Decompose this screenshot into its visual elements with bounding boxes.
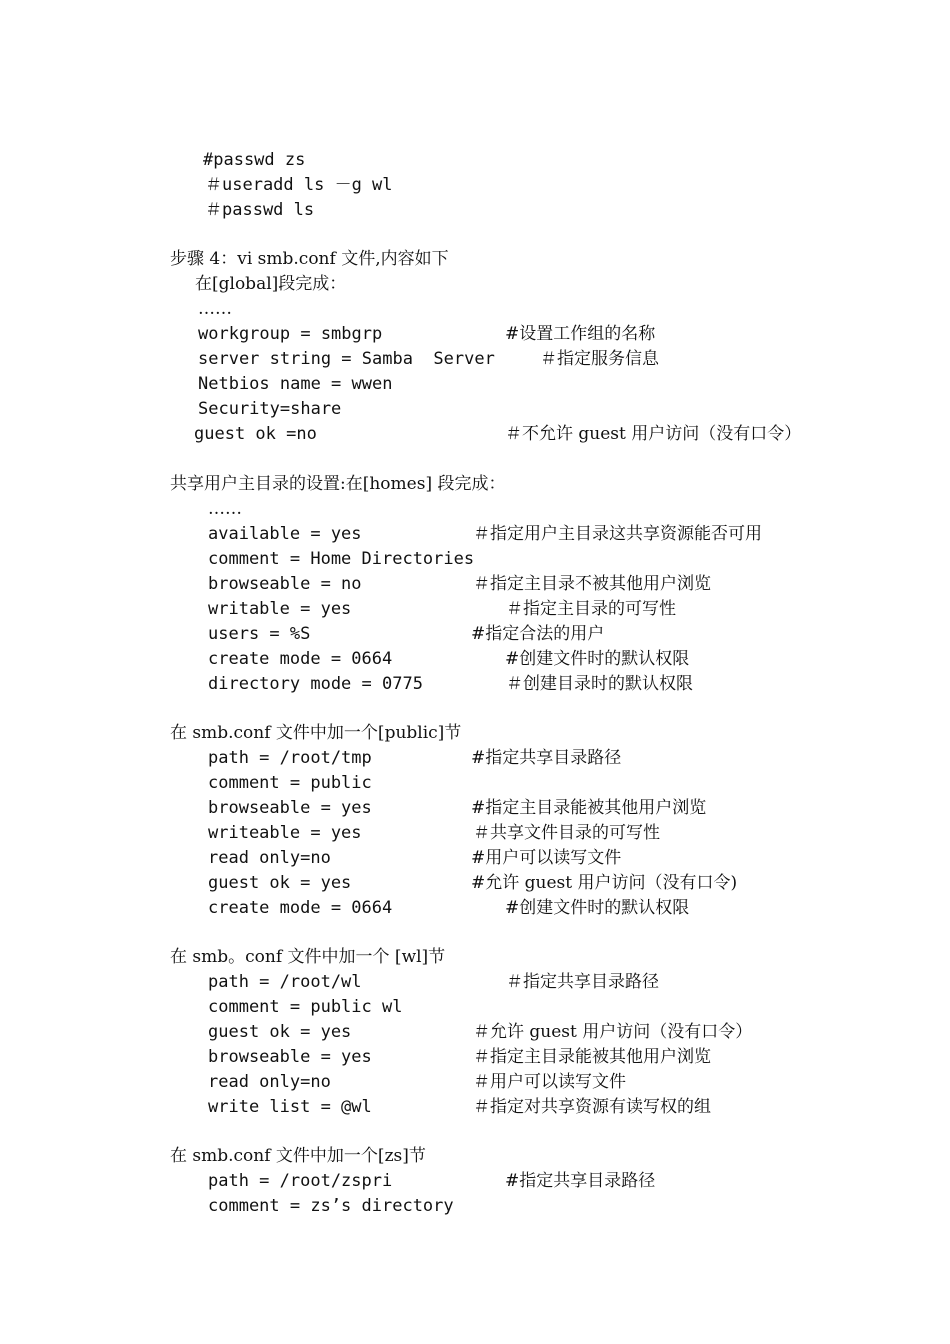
config-line: browseable = yes <box>208 1047 372 1067</box>
public-heading: 在 smb.conf 文件中加一个[public]节 <box>170 723 462 743</box>
config-comment: ＃指定用户主目录这共享资源能否可用 <box>473 524 762 544</box>
config-comment: ＃指定主目录的可写性 <box>506 599 676 619</box>
config-comment: ＃指定服务信息 <box>540 349 659 369</box>
config-line: comment = zs’s directory <box>208 1196 454 1216</box>
config-line: server string = Samba Server <box>198 349 495 369</box>
config-comment: #指定合法的用户 <box>471 624 605 644</box>
config-comment: ＃指定对共享资源有读写权的组 <box>473 1097 711 1117</box>
config-line: comment = public <box>208 773 372 793</box>
config-line: read only=no <box>208 1072 331 1092</box>
config-line: write list = @wl <box>208 1097 372 1117</box>
config-comment: #指定主目录能被其他用户浏览 <box>471 798 707 818</box>
config-line: browseable = yes <box>208 798 372 818</box>
command-line: ＃useradd ls －g wl <box>205 175 393 195</box>
config-line: path = /root/tmp <box>208 748 372 768</box>
config-line: workgroup = smbgrp <box>198 324 383 344</box>
config-comment: #指定共享目录路径 <box>471 748 622 768</box>
config-comment: #用户可以读写文件 <box>471 848 622 868</box>
ellipsis: …… <box>198 299 232 319</box>
config-line: Security=share <box>198 399 342 419</box>
config-line: available = yes <box>208 524 362 544</box>
zs-heading: 在 smb.conf 文件中加一个[zs]节 <box>170 1146 426 1166</box>
command-line: #passwd zs <box>203 150 306 170</box>
config-line: users = %S <box>208 624 311 644</box>
config-line: comment = Home Directories <box>208 549 475 569</box>
config-comment: ＃用户可以读写文件 <box>473 1072 626 1092</box>
config-comment: #创建文件时的默认权限 <box>505 649 690 669</box>
config-comment: ＃创建目录时的默认权限 <box>506 674 693 694</box>
config-line: guest ok = yes <box>208 873 352 893</box>
config-line: writable = yes <box>208 599 352 619</box>
config-line: Netbios name = wwen <box>198 374 393 394</box>
config-comment: #创建文件时的默认权限 <box>505 898 690 918</box>
config-line: path = /root/wl <box>208 972 362 992</box>
config-line: create mode = 0664 <box>208 898 393 918</box>
config-line: create mode = 0664 <box>208 649 393 669</box>
config-comment: ＃共享文件目录的可写性 <box>473 823 660 843</box>
config-line: browseable = no <box>208 574 362 594</box>
config-comment: ＃不允许 guest 用户访问（没有口令） <box>505 424 802 444</box>
config-comment: ＃指定共享目录路径 <box>506 972 659 992</box>
command-line: ＃passwd ls <box>205 200 315 220</box>
config-line: path = /root/zspri <box>208 1171 393 1191</box>
config-comment: ＃指定主目录不被其他用户浏览 <box>473 574 711 594</box>
config-line: guest ok =no <box>194 424 317 444</box>
config-line: read only=no <box>208 848 331 868</box>
config-line: writeable = yes <box>208 823 362 843</box>
global-intro: 在[global]段完成： <box>195 274 347 294</box>
step4-heading: 步骤 4：vi smb.conf 文件,内容如下 <box>170 249 449 269</box>
config-comment: ＃指定主目录能被其他用户浏览 <box>473 1047 711 1067</box>
config-line: directory mode = 0775 <box>208 674 423 694</box>
config-comment: #设置工作组的名称 <box>505 324 656 344</box>
config-line: guest ok = yes <box>208 1022 352 1042</box>
homes-heading: 共享用户主目录的设置:在[homes] 段完成： <box>170 474 506 494</box>
ellipsis: …… <box>208 499 242 519</box>
config-comment: #指定共享目录路径 <box>505 1171 656 1191</box>
config-line: comment = public wl <box>208 997 403 1017</box>
config-comment: ＃允许 guest 用户访问（没有口令） <box>473 1022 753 1042</box>
config-comment: #允许 guest 用户访问（没有口令) <box>471 873 738 893</box>
wl-heading: 在 smb。conf 文件中加一个 [wl]节 <box>170 947 446 967</box>
